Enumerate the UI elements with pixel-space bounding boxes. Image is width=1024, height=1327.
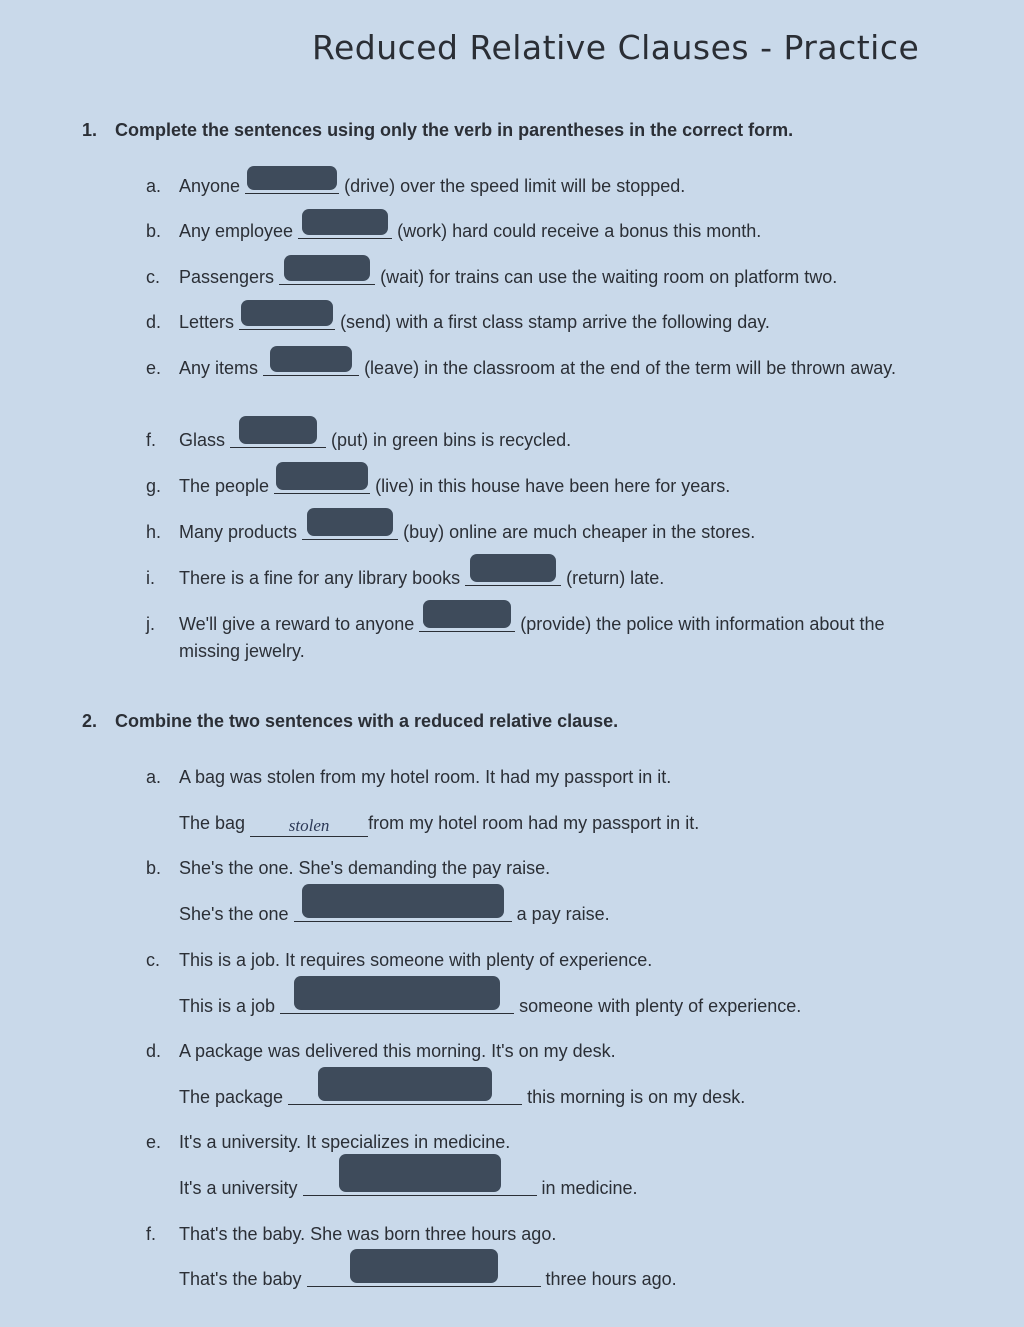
answer-box[interactable] [423, 600, 511, 628]
sentence-start: Any employee [179, 221, 294, 241]
answer-box[interactable] [284, 255, 370, 281]
answer-box[interactable] [247, 166, 337, 190]
sentence-end: a pay raise. [516, 904, 610, 924]
example-blank [250, 816, 368, 837]
source-sentences: A package was delivered this morning. It's on my desk. [179, 1041, 616, 1061]
sentence-start: Glass [179, 430, 226, 450]
sentence-end: in medicine. [541, 1178, 638, 1198]
source-sentences: A bag was stolen from my hotel room. It had my passport in it. [179, 767, 672, 787]
item-letter: f. [146, 430, 157, 450]
sentence-start: That's the baby [179, 1269, 302, 1289]
section-1-heading [82, 120, 793, 141]
sentence-start: Anyone [179, 176, 241, 196]
sentence-start: We'll give a reward to anyone [179, 614, 415, 634]
sentence-end: from my hotel room had my passport in it. [368, 813, 700, 833]
sentence-start: There is a fine for any library books [179, 568, 461, 588]
item-letter: c. [146, 267, 161, 287]
answer-box[interactable] [294, 976, 500, 1010]
sentence-end: (wait) for trains can use the waiting room on platform two. [380, 267, 838, 287]
sentence-end: (send) with a first class stamp arrive the following day. [340, 312, 770, 332]
item-letter: i. [146, 568, 155, 588]
item-letter: b. [146, 858, 162, 878]
section-number: 2. [82, 711, 98, 731]
sentence-end: (work) hard could receive a bonus this month. [397, 221, 762, 241]
sentence-end: (live) in this house have been here for years. [375, 476, 731, 496]
sentence-end: someone with plenty of experience. [519, 996, 802, 1016]
sentence-end: (drive) over the speed limit will be stopped. [344, 176, 686, 196]
answer-box[interactable] [470, 554, 556, 582]
answer-box[interactable] [302, 884, 504, 918]
answer-box[interactable] [241, 300, 333, 326]
exercise-2a [146, 764, 936, 791]
answer-blank[interactable] [230, 427, 326, 448]
answer-blank[interactable] [419, 611, 515, 632]
sentence-start: Any items [179, 358, 259, 378]
item-letter: d. [146, 1041, 162, 1061]
answer-box[interactable] [270, 346, 352, 372]
sentence-start: She's the one [179, 904, 289, 924]
answer-blank[interactable] [298, 218, 392, 239]
exercise-1f [146, 427, 936, 454]
exercise-2a-answer [179, 810, 699, 837]
answer-box[interactable] [307, 508, 393, 536]
item-letter: b. [146, 221, 162, 241]
exercise-1g [146, 473, 936, 500]
page-title: Reduced Relative Clauses - Practice [312, 28, 920, 67]
exercise-2f [146, 1221, 936, 1248]
sentence-end: (return) late. [566, 568, 665, 588]
answer-blank[interactable] [307, 1266, 541, 1287]
exercise-2e [146, 1129, 936, 1156]
sentence-end: (leave) in the classroom at the end of the term will be thrown away. [364, 358, 896, 378]
answer-blank[interactable] [245, 173, 339, 194]
exercise-2d [146, 1038, 936, 1065]
exercise-1c [146, 264, 936, 291]
source-sentences: That's the baby. She was born three hours ago. [179, 1224, 557, 1244]
item-letter: f. [146, 1224, 157, 1244]
item-letter: g. [146, 476, 162, 496]
sentence-end: (provide) the police with information about the missing jewelry. [179, 614, 885, 661]
source-sentences: It's a university. It specializes in medicine. [179, 1132, 511, 1152]
sentence-end: (put) in green bins is recycled. [331, 430, 572, 450]
exercise-1j [146, 611, 936, 665]
sentence-end: this morning is on my desk. [527, 1087, 746, 1107]
section-number: 1. [82, 120, 98, 140]
sentence-start: The people [179, 476, 270, 496]
answer-blank[interactable] [239, 309, 335, 330]
source-sentences: She's the one. She's demanding the pay raise. [179, 858, 551, 878]
exercise-2c [146, 947, 936, 974]
answer-blank[interactable] [263, 355, 359, 376]
exercise-2d-answer [179, 1084, 745, 1111]
answer-blank[interactable] [274, 473, 370, 494]
section-heading-text: Combine the two sentences with a reduced relative clause. [115, 711, 619, 731]
sentence-end: (buy) online are much cheaper in the stores. [403, 522, 756, 542]
item-letter: d. [146, 312, 162, 332]
exercise-1e [146, 355, 936, 382]
sentence-start: Letters [179, 312, 235, 332]
answer-box[interactable] [350, 1249, 498, 1283]
answer-blank[interactable] [465, 565, 561, 586]
exercise-2f-answer [179, 1266, 677, 1293]
sentence-start: The package [179, 1087, 284, 1107]
item-letter: a. [146, 767, 162, 787]
exercise-2b-answer [179, 901, 610, 928]
exercise-2e-answer [179, 1175, 638, 1202]
section-heading-text: Complete the sentences using only the verb in parentheses in the correct form. [115, 120, 794, 140]
sentence-end: three hours ago. [545, 1269, 677, 1289]
answer-blank[interactable] [294, 901, 512, 922]
answer-box[interactable] [339, 1154, 501, 1192]
exercise-2b [146, 855, 936, 882]
item-letter: a. [146, 176, 162, 196]
answer-box[interactable] [318, 1067, 492, 1101]
answer-box[interactable] [302, 209, 388, 235]
section-2-heading [82, 711, 618, 732]
answer-box[interactable] [276, 462, 368, 490]
exercise-1d [146, 309, 936, 336]
answer-box[interactable] [239, 416, 317, 444]
item-letter: e. [146, 1132, 162, 1152]
sentence-start: Many products [179, 522, 298, 542]
sentence-start: The bag [179, 813, 246, 833]
sentence-start: This is a job [179, 996, 276, 1016]
item-letter: e. [146, 358, 162, 378]
exercise-1a [146, 173, 936, 200]
exercise-1b [146, 218, 936, 245]
sentence-start: Passengers [179, 267, 275, 287]
item-letter: j. [146, 614, 155, 634]
answer-blank[interactable] [280, 993, 514, 1014]
example-answer: stolen [288, 816, 330, 835]
exercise-2c-answer [179, 993, 801, 1020]
item-letter: h. [146, 522, 162, 542]
item-letter: c. [146, 950, 161, 970]
source-sentences: This is a job. It requires someone with plenty of experience. [179, 950, 653, 970]
sentence-start: It's a university [179, 1178, 298, 1198]
exercise-1h [146, 519, 936, 546]
answer-blank[interactable] [279, 264, 375, 285]
answer-blank[interactable] [302, 519, 398, 540]
exercise-1i [146, 565, 936, 592]
answer-blank[interactable] [303, 1175, 537, 1196]
answer-blank[interactable] [288, 1084, 522, 1105]
